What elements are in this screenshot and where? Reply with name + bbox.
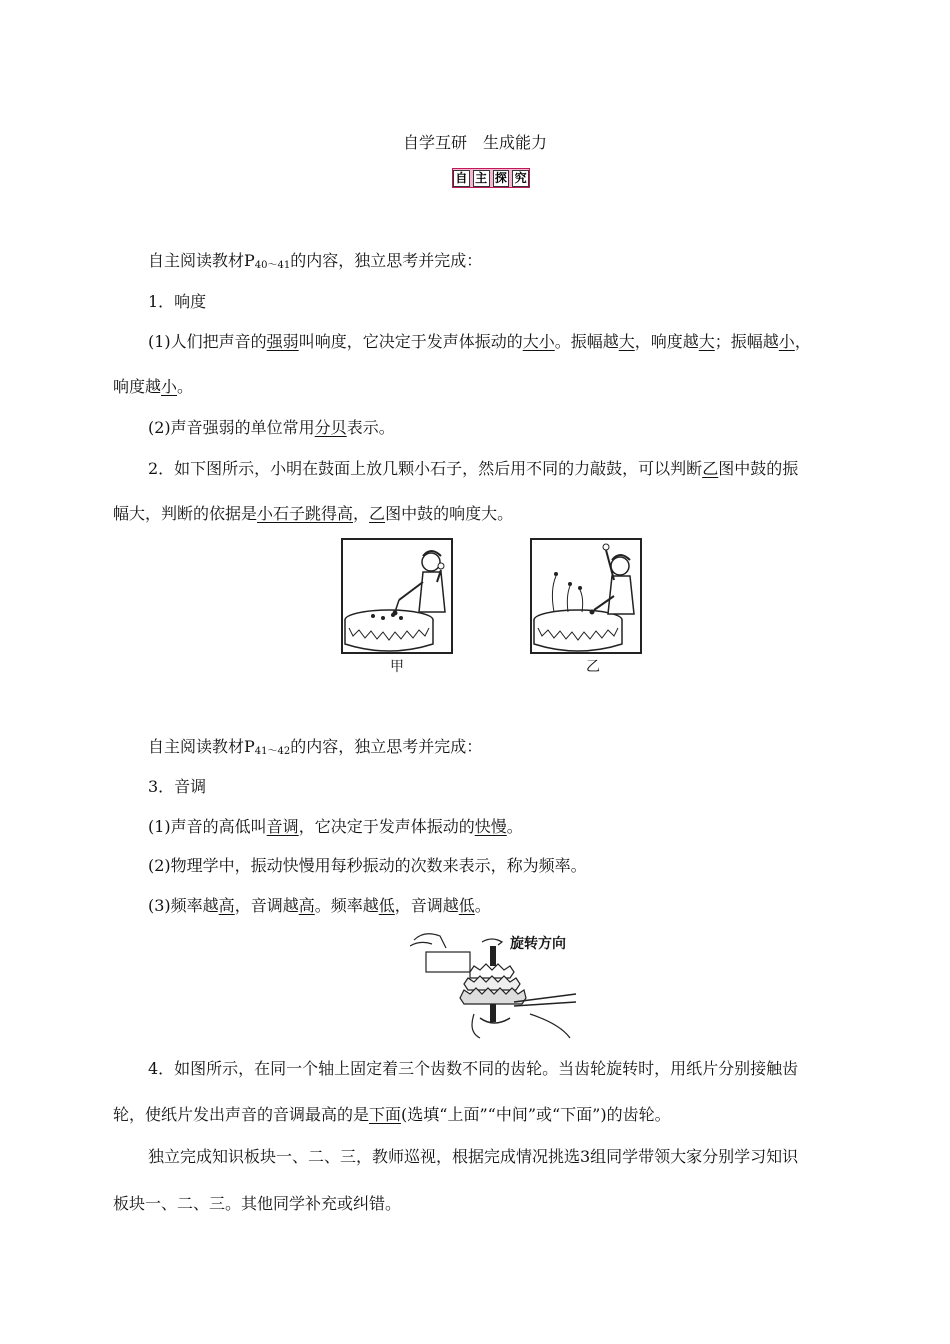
answer-blank: 高	[218, 896, 235, 915]
item-4-line-2: 轮，使纸片发出声音的音调最高的是下面(选填“上面”“中间”或“下面”)的齿轮。	[113, 1105, 671, 1124]
drum-figure-yi	[530, 538, 642, 654]
item-2-line-1: 2．如下图所示，小明在鼓面上放几颗小石子，然后用不同的力敲鼓，可以判断乙图中鼓的振	[148, 459, 799, 478]
banner-char: 探	[493, 170, 510, 187]
answer-blank: 下面	[369, 1105, 402, 1124]
item-4-line-1: 4．如图所示，在同一个轴上固定着三个齿数不同的齿轮。当齿轮旋转时，用纸片分别接触齿	[148, 1059, 799, 1078]
section-title: 自学互研 生成能力	[402, 133, 547, 152]
section-banner	[452, 168, 530, 188]
figure-label-yi: 乙	[586, 659, 600, 675]
answer-blank: 强弱	[266, 332, 299, 351]
item-1-title: 1．响度	[148, 292, 207, 311]
gear-rotation-label: 旋转方向	[510, 936, 566, 952]
answer-blank: 分贝	[314, 418, 347, 437]
answer-blank: 乙	[702, 459, 719, 478]
item-2-line-2: 幅大，判断的依据是小石子跳得高，乙图中鼓的响度大。	[113, 504, 514, 523]
banner-char: 究	[512, 170, 529, 187]
item-3-paragraph-1: (1)声音的高低叫音调，它决定于发声体振动的快慢。	[148, 817, 523, 836]
answer-blank: 小	[161, 377, 178, 396]
answer-blank: 低	[378, 896, 395, 915]
item-1-paragraph-1: (1)人们把声音的强弱叫响度，它决定于发声体振动的大小。振幅越大，响度越大；振幅越小，	[148, 332, 811, 351]
item-1-paragraph-1-cont: 响度越小。	[113, 377, 194, 396]
figure-label-jia: 甲	[390, 659, 404, 675]
item-3-paragraph-2: (2)物理学中，振动快慢用每秒振动的次数来表示，称为频率。	[148, 856, 587, 875]
drum-figure-jia	[341, 538, 453, 654]
answer-blank: 高	[298, 896, 315, 915]
answer-blank: 小	[778, 332, 795, 351]
answer-blank: 乙	[369, 504, 386, 523]
answer-blank: 快慢	[474, 817, 507, 836]
answer-blank: 大小	[522, 332, 555, 351]
item-3-paragraph-3: (3)频率越高，音调越高。频率越低，音调越低。	[148, 896, 491, 915]
answer-blank: 大	[698, 332, 715, 351]
answer-blank: 大	[618, 332, 635, 351]
reading-instruction-1: 自主阅读教材$P_{40\sim 41}$的内容，独立思考并完成：	[148, 251, 483, 271]
answer-blank: 低	[458, 896, 475, 915]
closing-line-2: 板块一、二、三。其他同学补充或纠错。	[113, 1194, 402, 1213]
answer-blank: 音调	[266, 817, 299, 836]
banner-char: 主	[473, 170, 490, 187]
reading-instruction-2: 自主阅读教材$P_{41\sim 42}$的内容，独立思考并完成：	[148, 737, 483, 757]
closing-line-1: 独立完成知识板块一、二、三，教师巡视，根据完成情况挑选3组同学带领大家分别学习知识	[148, 1147, 799, 1166]
item-1-paragraph-2: (2)声音强弱的单位常用分贝表示。	[148, 418, 395, 437]
answer-blank: 小石子跳得高	[257, 504, 354, 523]
item-3-title: 3．音调	[148, 777, 207, 796]
banner-char: 自	[453, 170, 470, 187]
